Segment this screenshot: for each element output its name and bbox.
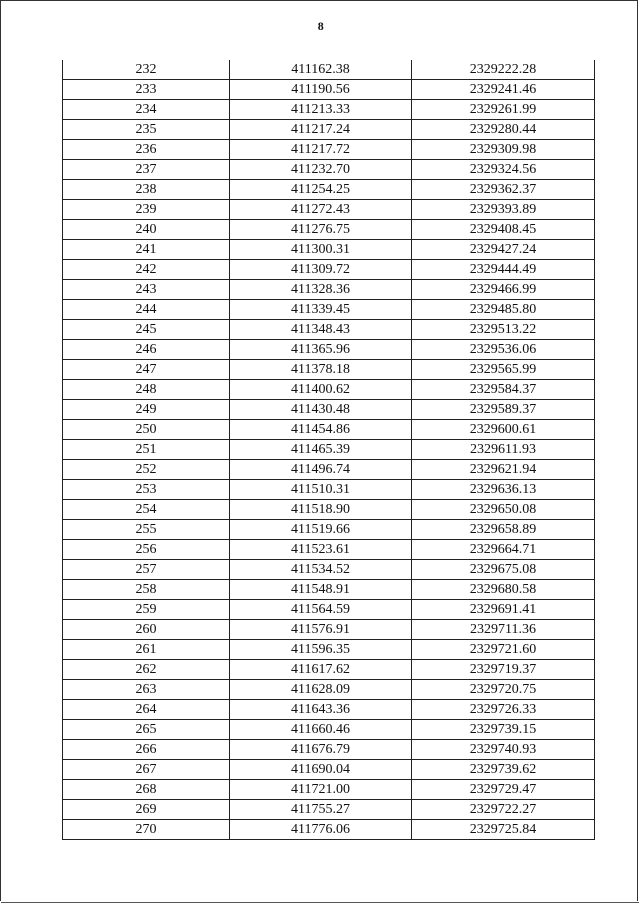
y-coordinate-cell: 2329565.99 <box>412 360 595 380</box>
table-row <box>63 380 595 400</box>
y-coordinate-cell: 2329444.49 <box>412 260 595 280</box>
point-number-cell: 268 <box>63 780 230 800</box>
table-row <box>63 580 595 600</box>
table-row <box>63 80 595 100</box>
y-coordinate-cell: 2329739.15 <box>412 720 595 740</box>
x-coordinate-cell: 411721.00 <box>230 780 412 800</box>
point-number-cell: 237 <box>63 160 230 180</box>
y-coordinate-cell: 2329650.08 <box>412 500 595 520</box>
coordinates-table-body <box>63 60 595 840</box>
table-row <box>63 520 595 540</box>
point-number-cell: 232 <box>63 60 230 80</box>
y-coordinate-cell: 2329740.93 <box>412 740 595 760</box>
point-number-cell: 233 <box>63 80 230 100</box>
x-coordinate-cell: 411309.72 <box>230 260 412 280</box>
table-row <box>63 500 595 520</box>
table-row <box>63 640 595 660</box>
table-row <box>63 540 595 560</box>
x-coordinate-cell: 411496.74 <box>230 460 412 480</box>
x-coordinate-cell: 411378.18 <box>230 360 412 380</box>
x-coordinate-cell: 411510.31 <box>230 480 412 500</box>
x-coordinate-cell: 411339.45 <box>230 300 412 320</box>
point-number-cell: 243 <box>63 280 230 300</box>
y-coordinate-cell: 2329720.75 <box>412 680 595 700</box>
point-number-cell: 252 <box>63 460 230 480</box>
table-row <box>63 660 595 680</box>
x-coordinate-cell: 411254.25 <box>230 180 412 200</box>
y-coordinate-cell: 2329280.44 <box>412 120 595 140</box>
x-coordinate-cell: 411300.31 <box>230 240 412 260</box>
table-row <box>63 440 595 460</box>
x-coordinate-cell: 411430.48 <box>230 400 412 420</box>
y-coordinate-cell: 2329658.89 <box>412 520 595 540</box>
x-coordinate-cell: 411365.96 <box>230 340 412 360</box>
y-coordinate-cell: 2329719.37 <box>412 660 595 680</box>
x-coordinate-cell: 411213.33 <box>230 100 412 120</box>
y-coordinate-cell: 2329241.46 <box>412 80 595 100</box>
point-number-cell: 269 <box>63 800 230 820</box>
point-number-cell: 249 <box>63 400 230 420</box>
y-coordinate-cell: 2329675.08 <box>412 560 595 580</box>
x-coordinate-cell: 411690.04 <box>230 760 412 780</box>
y-coordinate-cell: 2329664.71 <box>412 540 595 560</box>
x-coordinate-cell: 411523.61 <box>230 540 412 560</box>
point-number-cell: 250 <box>63 420 230 440</box>
y-coordinate-cell: 2329589.37 <box>412 400 595 420</box>
x-coordinate-cell: 411564.59 <box>230 600 412 620</box>
x-coordinate-cell: 411596.35 <box>230 640 412 660</box>
point-number-cell: 248 <box>63 380 230 400</box>
table-row <box>63 760 595 780</box>
x-coordinate-cell: 411348.43 <box>230 320 412 340</box>
y-coordinate-cell: 2329739.62 <box>412 760 595 780</box>
x-coordinate-cell: 411643.36 <box>230 700 412 720</box>
point-number-cell: 265 <box>63 720 230 740</box>
point-number-cell: 256 <box>63 540 230 560</box>
point-number-cell: 266 <box>63 740 230 760</box>
y-coordinate-cell: 2329536.06 <box>412 340 595 360</box>
y-coordinate-cell: 2329636.13 <box>412 480 595 500</box>
table-row <box>63 420 595 440</box>
coordinates-table <box>62 60 595 840</box>
x-coordinate-cell: 411518.90 <box>230 500 412 520</box>
x-coordinate-cell: 411776.06 <box>230 820 412 840</box>
point-number-cell: 235 <box>63 120 230 140</box>
point-number-cell: 263 <box>63 680 230 700</box>
x-coordinate-cell: 411272.43 <box>230 200 412 220</box>
table-row <box>63 480 595 500</box>
point-number-cell: 251 <box>63 440 230 460</box>
x-coordinate-cell: 411454.86 <box>230 420 412 440</box>
x-coordinate-cell: 411660.46 <box>230 720 412 740</box>
x-coordinate-cell: 411162.38 <box>230 60 412 80</box>
point-number-cell: 239 <box>63 200 230 220</box>
table-row <box>63 340 595 360</box>
x-coordinate-cell: 411328.36 <box>230 280 412 300</box>
table-row <box>63 620 595 640</box>
point-number-cell: 245 <box>63 320 230 340</box>
table-row <box>63 740 595 760</box>
table-row <box>63 200 595 220</box>
point-number-cell: 262 <box>63 660 230 680</box>
x-coordinate-cell: 411628.09 <box>230 680 412 700</box>
y-coordinate-cell: 2329691.41 <box>412 600 595 620</box>
y-coordinate-cell: 2329393.89 <box>412 200 595 220</box>
table-row <box>63 820 595 840</box>
y-coordinate-cell: 2329427.24 <box>412 240 595 260</box>
point-number-cell: 244 <box>63 300 230 320</box>
table-row <box>63 600 595 620</box>
point-number-cell: 257 <box>63 560 230 580</box>
table-row <box>63 100 595 120</box>
table-row <box>63 120 595 140</box>
point-number-cell: 260 <box>63 620 230 640</box>
x-coordinate-cell: 411576.91 <box>230 620 412 640</box>
point-number-cell: 242 <box>63 260 230 280</box>
x-coordinate-cell: 411217.72 <box>230 140 412 160</box>
table-row <box>63 360 595 380</box>
point-number-cell: 270 <box>63 820 230 840</box>
point-number-cell: 241 <box>63 240 230 260</box>
y-coordinate-cell: 2329513.22 <box>412 320 595 340</box>
point-number-cell: 261 <box>63 640 230 660</box>
table-row <box>63 400 595 420</box>
y-coordinate-cell: 2329726.33 <box>412 700 595 720</box>
y-coordinate-cell: 2329725.84 <box>412 820 595 840</box>
point-number-cell: 259 <box>63 600 230 620</box>
x-coordinate-cell: 411190.56 <box>230 80 412 100</box>
x-coordinate-cell: 411548.91 <box>230 580 412 600</box>
x-coordinate-cell: 411217.24 <box>230 120 412 140</box>
point-number-cell: 253 <box>63 480 230 500</box>
table-row <box>63 220 595 240</box>
point-number-cell: 267 <box>63 760 230 780</box>
table-row <box>63 460 595 480</box>
x-coordinate-cell: 411676.79 <box>230 740 412 760</box>
table-row <box>63 180 595 200</box>
y-coordinate-cell: 2329466.99 <box>412 280 595 300</box>
table-row <box>63 680 595 700</box>
point-number-cell: 240 <box>63 220 230 240</box>
table-row <box>63 300 595 320</box>
y-coordinate-cell: 2329222.28 <box>412 60 595 80</box>
x-coordinate-cell: 411755.27 <box>230 800 412 820</box>
x-coordinate-cell: 411465.39 <box>230 440 412 460</box>
x-coordinate-cell: 411232.70 <box>230 160 412 180</box>
y-coordinate-cell: 2329309.98 <box>412 140 595 160</box>
table-row <box>63 260 595 280</box>
point-number-cell: 254 <box>63 500 230 520</box>
point-number-cell: 246 <box>63 340 230 360</box>
point-number-cell: 236 <box>63 140 230 160</box>
y-coordinate-cell: 2329621.94 <box>412 460 595 480</box>
point-number-cell: 258 <box>63 580 230 600</box>
table-row <box>63 780 595 800</box>
y-coordinate-cell: 2329362.37 <box>412 180 595 200</box>
point-number-cell: 238 <box>63 180 230 200</box>
page-bottom-rule <box>1 902 639 903</box>
table-row <box>63 800 595 820</box>
table-row <box>63 720 595 740</box>
y-coordinate-cell: 2329711.36 <box>412 620 595 640</box>
y-coordinate-cell: 2329600.61 <box>412 420 595 440</box>
y-coordinate-cell: 2329722.27 <box>412 800 595 820</box>
y-coordinate-cell: 2329729.47 <box>412 780 595 800</box>
page-number: 8 <box>317 19 325 33</box>
y-coordinate-cell: 2329408.45 <box>412 220 595 240</box>
point-number-cell: 264 <box>63 700 230 720</box>
table-row <box>63 240 595 260</box>
y-coordinate-cell: 2329485.80 <box>412 300 595 320</box>
x-coordinate-cell: 411276.75 <box>230 220 412 240</box>
table-row <box>63 700 595 720</box>
point-number-cell: 234 <box>63 100 230 120</box>
table-row <box>63 280 595 300</box>
y-coordinate-cell: 2329721.60 <box>412 640 595 660</box>
table-row <box>63 320 595 340</box>
y-coordinate-cell: 2329261.99 <box>412 100 595 120</box>
x-coordinate-cell: 411519.66 <box>230 520 412 540</box>
x-coordinate-cell: 411617.62 <box>230 660 412 680</box>
table-row <box>63 60 595 80</box>
y-coordinate-cell: 2329324.56 <box>412 160 595 180</box>
point-number-cell: 247 <box>63 360 230 380</box>
table-row <box>63 560 595 580</box>
table-row <box>63 140 595 160</box>
x-coordinate-cell: 411400.62 <box>230 380 412 400</box>
x-coordinate-cell: 411534.52 <box>230 560 412 580</box>
point-number-cell: 255 <box>63 520 230 540</box>
y-coordinate-cell: 2329680.58 <box>412 580 595 600</box>
table-row <box>63 160 595 180</box>
y-coordinate-cell: 2329611.93 <box>412 440 595 460</box>
y-coordinate-cell: 2329584.37 <box>412 380 595 400</box>
